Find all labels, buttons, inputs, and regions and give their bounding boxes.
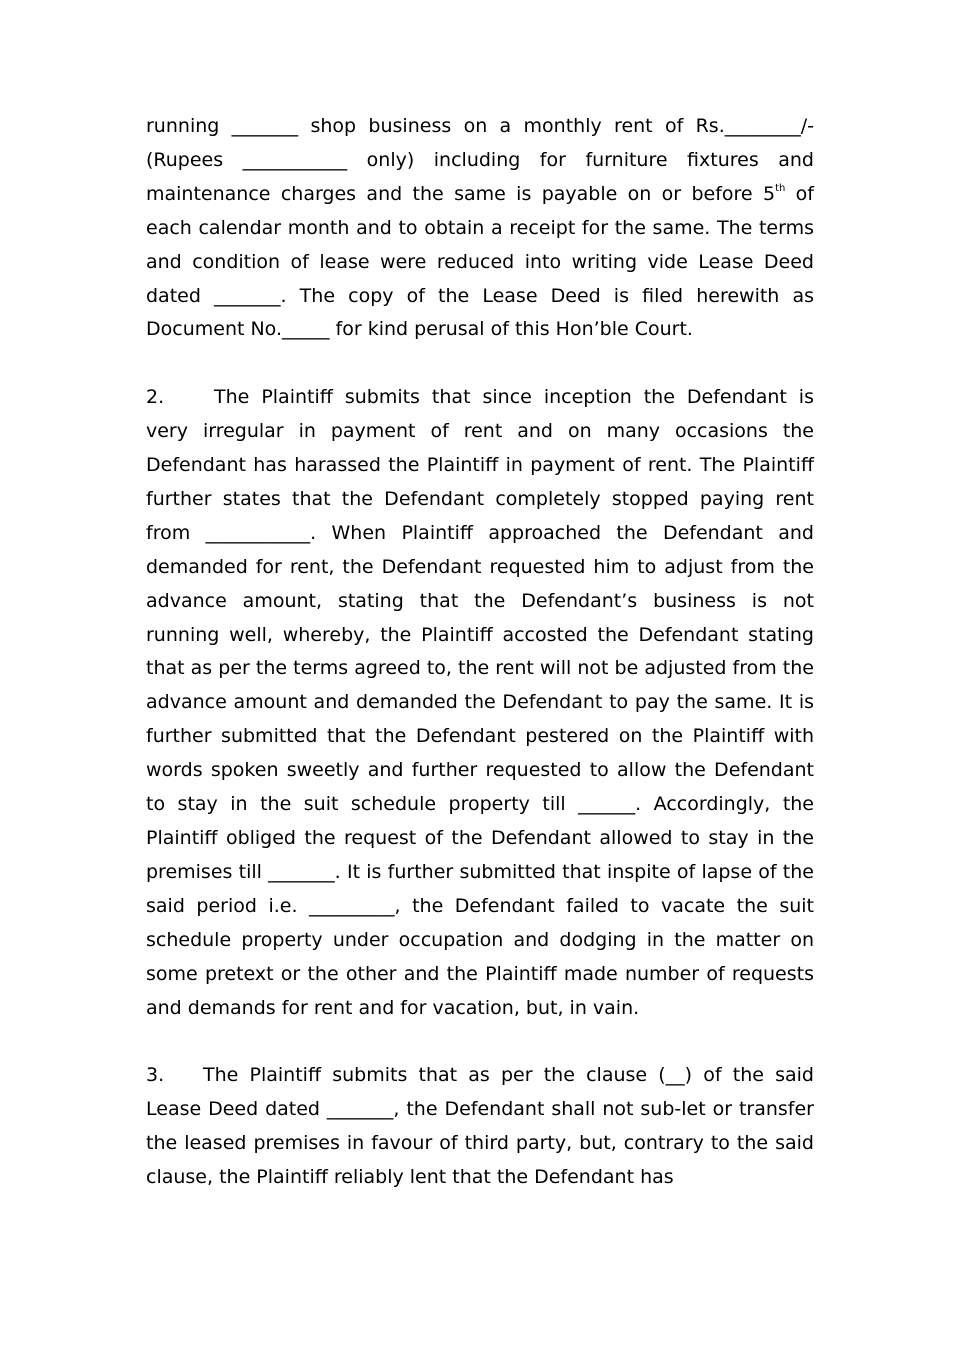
paragraph-2-text: The Plaintiff submits that since inception the Defendant is very irregular in payment of rent and on many occasions the Defendant has harassed the Plaintiff in payment of rent. The Plaintiff further states that the Defendant completely stopped paying rent from ___________. When Plaintiff approached the Defendant and demanded for rent, the Defendant requested him to adjust from the advance amount, stating that the Defendant’s business is not running well, whereby, the Plaintiff accosted the Defendant stating that as per the terms agreed to, the rent will not be adjusted from the advance amount and demanded the Defendant to pay the same. It is further submitted that the Defendant pestered on the Plaintiff with words spoken sweetly and further requested to allow the Defendant to stay in the suit schedule property till ______. Accordingly, the Plaintiff obliged the request of the Defendant allowed to stay in the premises till _______. It is further submitted that inspite of lapse of the said period i.e. _________, the Defendant failed to vacate the suit schedule property under occupation and dodging in the matter on some pretext or the other and the Plaintiff made number of requests and demands for rent and for vacation, but, in vain. bbox=[146, 386, 814, 1019]
ordinal-superscript: th bbox=[775, 183, 786, 195]
paragraph-2-number: 2. bbox=[146, 386, 165, 409]
paragraph-1-continued bbox=[146, 110, 814, 347]
paragraph-3 bbox=[146, 1059, 814, 1195]
paragraph-1-text-after: of each calendar month and to obtain a receipt for the same. The terms and condition of lease were reduced into writing vide Lease Deed dated _______. The copy of the Lease Deed is filed herewith as Document No._____ for kind perusal of this Hon’ble Court. bbox=[146, 182, 814, 341]
paragraph-2 bbox=[146, 381, 814, 1025]
document-page bbox=[146, 110, 814, 1229]
paragraph-1-text: running _______ shop business on a monthly rent of Rs.________/- (Rupees ___________ only) including for furniture fixtures and maintenance charges and the same is payable on or before 5 bbox=[146, 115, 814, 205]
paragraph-3-text: The Plaintiff submits that as per the clause (__) of the said Lease Deed dated _______, the Defendant shall not sub-let or transfer the leased premises in favour of third party, but, contrary to the said clause, the Plaintiff reliably lent that the Defendant has bbox=[146, 1064, 814, 1189]
paragraph-3-number: 3. bbox=[146, 1064, 165, 1087]
